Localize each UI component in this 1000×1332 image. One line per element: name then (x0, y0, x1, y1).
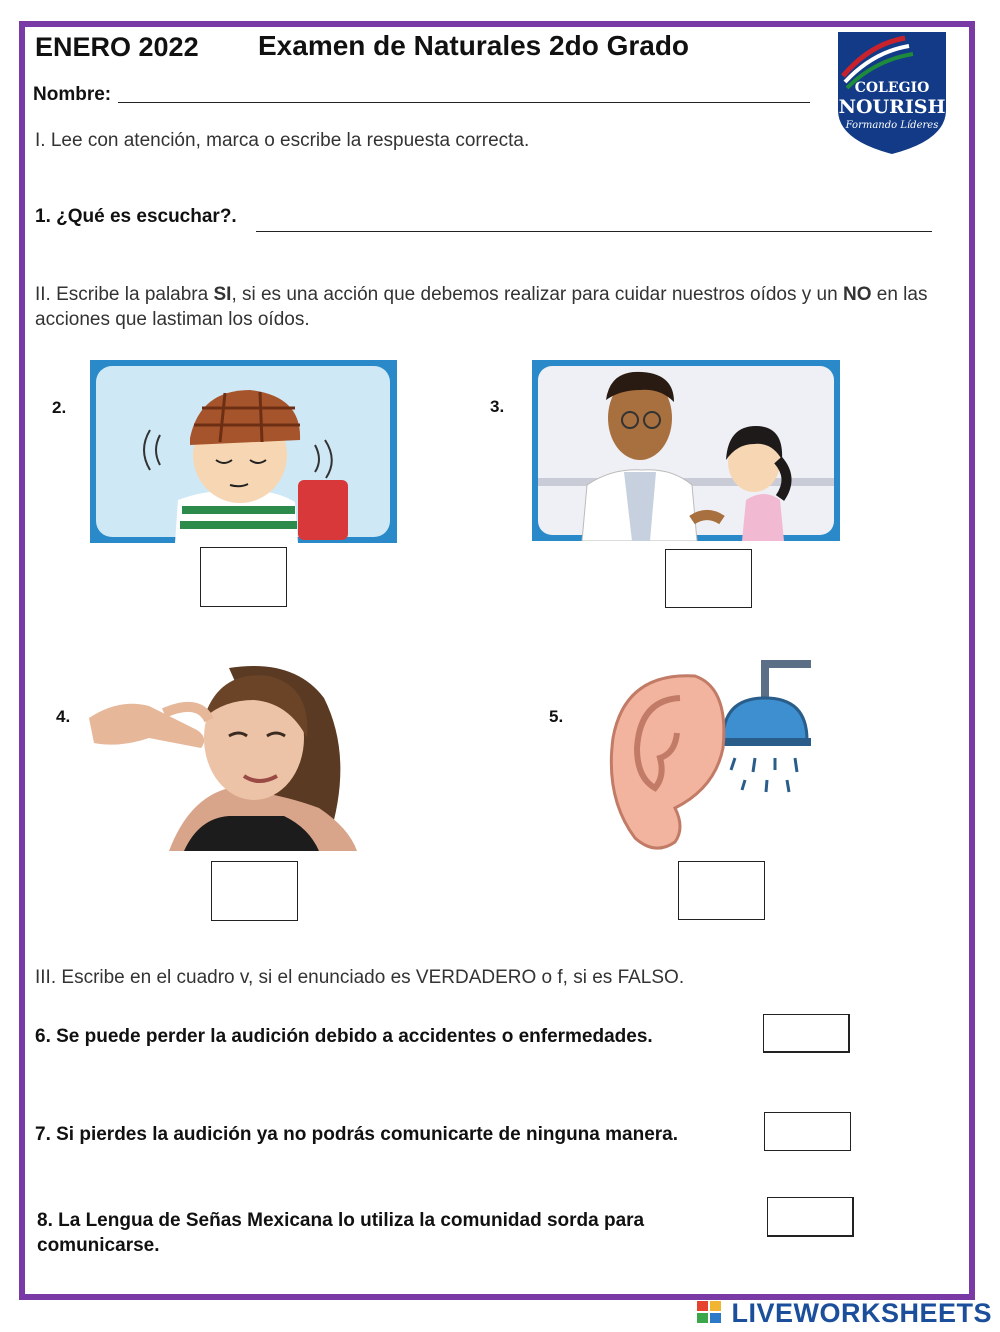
boy-with-headphones-image (90, 360, 397, 543)
item-3-number: 3. (490, 397, 505, 416)
ear-with-shower-image (605, 658, 813, 858)
name-input-line[interactable] (118, 102, 810, 103)
section3-instruction: III. Escribe en el cuadro v, si el enunciado es VERDADERO o f, si es FALSO. (35, 967, 685, 988)
answer-box-4[interactable] (211, 861, 298, 921)
logo-text-nourish: NOURISH (838, 96, 946, 118)
name-label: Nombre: (33, 84, 112, 105)
exam-date: ENERO 2022 (35, 32, 199, 62)
answer-box-2[interactable] (200, 547, 287, 607)
answer-box-5[interactable] (678, 861, 765, 920)
logo-text-colegio: COLEGIO (854, 80, 930, 96)
section2-text-b: , si es una acción que debemos realizar para cuidar nuestros oídos y un (231, 284, 843, 305)
logo-text-motto: Formando Líderes (845, 120, 939, 131)
school-logo (835, 30, 949, 156)
statement-7: 7. Si pierdes la audición ya no podrás comunicarte de ninguna manera. (35, 1124, 679, 1145)
section1-instruction: I. Lee con atención, marca o escribe la respuesta correcta. (35, 130, 530, 151)
section2-text-a: II. Escribe la palabra (35, 284, 214, 305)
doctor-with-girl-image (532, 360, 840, 541)
answer-box-3[interactable] (665, 549, 752, 608)
section2-instruction (35, 282, 970, 332)
answer-box-7[interactable] (764, 1112, 851, 1151)
exam-title: Examen de Naturales 2do Grado (258, 30, 690, 61)
statement-8-line1: 8. La Lengua de Señas Mexicana lo utiliza la comunidad sorda para (37, 1210, 645, 1231)
statement-8-line2: comunicarse. (37, 1235, 160, 1256)
answer-box-8[interactable] (767, 1197, 854, 1237)
item-5-number: 5. (549, 707, 564, 726)
section2-no: NO (842, 284, 872, 305)
answer-box-6[interactable] (763, 1014, 850, 1053)
liveworksheets-brand: LIVEWORKSHEETS (731, 1298, 992, 1328)
woman-covering-ear-image (79, 658, 357, 851)
section2-text-c: en las acciones que lastiman los oídos. (35, 284, 928, 330)
answer-1-line[interactable] (256, 231, 932, 232)
question-1: 1. ¿Qué es escuchar?. (35, 206, 237, 227)
section2-si: SI (213, 284, 232, 305)
liveworksheets-logo-icon (697, 1301, 723, 1325)
statement-6: 6. Se puede perder la audición debido a accidentes o enfermedades. (35, 1026, 653, 1047)
item-2-number: 2. (52, 398, 67, 417)
item-4-number: 4. (56, 707, 71, 726)
